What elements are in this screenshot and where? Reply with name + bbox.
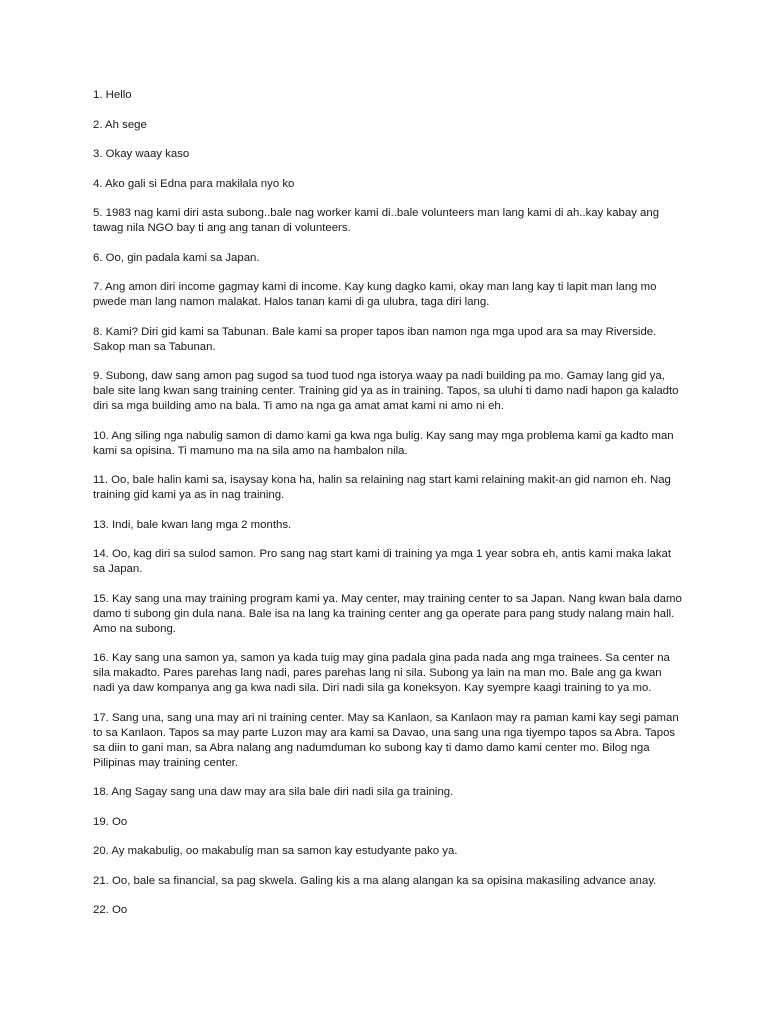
paragraph-21: 21. Oo, bale sa financial, sa pag skwela. Galing kis a ma alang alangan ka sa opisina makasiling advance anay.: [93, 874, 657, 887]
paragraph-15: 15. Kay sang una may training program kami ya. May center, may training center to sa Japan. Nang kwan bala damo damo ti subong gin dula nana. Bale isa na lang ka training center ang ga operate para pang study nalang main hall. Amo na subong.: [93, 592, 682, 635]
paragraph-3: 3. Okay waay kaso: [93, 148, 190, 160]
paragraph-17: 17. Sang una, sang una may ari ni training center. May sa Kanlaon, sa Kanlaon may ra paman kami kay segi paman to sa Kanlaon. Tapos sa may parte Luzon may ara kami sa Davao, una sang una nga tiyempo tapos sa Abra. Tapos sa diin to gani man, sa Abra nalang ang nadumduman ko subong kay ti damo damo kami center mo. Bilog nga Pilipinas may training center.: [93, 711, 679, 769]
paragraph-6: 6. Oo, gin padala kami sa Japan.: [93, 251, 260, 264]
paragraph-18: 18. Ang Sagay sang una daw may ara sila bale diri nadi sila ga training.: [93, 786, 454, 798]
paragraph-16: 16. Kay sang una samon ya, samon ya kada tuig may gina padala gina pada nada ang mga trainees. Sa center na sila makadto. Pares parehas lang nadi, pares parehas lang ni sila. Subong ya lain na man mo. Bale ang ga kwan nadi ya daw kompanya ang ga kwa nadi sila. Diri nadi sila ga koneksyon. Kay syempre kaagi training to ya mo.: [93, 652, 670, 694]
paragraph-1: 1. Hello: [93, 89, 132, 101]
paragraph-13: 13. Indi, bale kwan lang mga 2 months.: [93, 518, 292, 531]
paragraph-10: 10. Ang siling nga nabulig samon di damo kami ga kwa nga bulig. Kay sang may mga problema kami ga kadto man kami sa opisina. Ti mamuno ma na sila amo na hambalon nila.: [93, 429, 674, 457]
paragraph-4: 4. Ako gali si Edna para makilala nyo ko: [93, 177, 295, 190]
transcript-body: [93, 88, 683, 933]
paragraph-19: 19. Oo: [93, 815, 128, 828]
paragraph-11: 11. Oo, bale halin kami sa, isaysay kona ha, halin sa relaining nag start kami relaining makit-an gid namon eh. Nag training gid kami ya as in nag training.: [93, 474, 671, 501]
paragraph-5: 5. 1983 nag kami diri asta subong..bale nag worker kami di..bale volunteers man lang kami di ah..kay kabay ang tawag nila NGO bay ti ang ang tanan di volunteers.: [93, 207, 660, 234]
paragraph-9: 9. Subong, daw sang amon pag sugod sa tuod tuod nga istorya waay pa nadi building pa mo. Gamay lang gid ya, bale site lang kwan sang training center. Training gid ya as in training. Tapos, sa uluhi ti damo nadi hapon ga kaladto diri sa mga building amo na bala. Ti amo na nga ga amat amat kami ni amo ni eh.: [93, 370, 679, 412]
paragraph-22: 22. Oo: [93, 904, 128, 916]
paragraph-2: 2. Ah sege: [93, 118, 147, 131]
paragraph-8: 8. Kami? Diri gid kami sa Tabunan. Bale kami sa proper tapos iban namon nga mga upod ara sa may Riverside. Sakop man sa Tabunan.: [93, 325, 657, 353]
paragraph-20: 20. Ay makabulig, oo makabulig man sa samon kay estudyante pako ya.: [93, 845, 458, 857]
paragraph-14: 14. Oo, kag diri sa sulod samon. Pro sang nag start kami di training ya mga 1 year sobra eh, antis kami maka lakat sa Japan.: [93, 548, 672, 575]
paragraph-7: 7. Ang amon diri income gagmay kami di income. Kay kung dagko kami, okay man lang kay ti lapit man lang mo pwede man lang namon malakat. Halos tanan kami di ga ulubra, taga diri lang.: [93, 281, 657, 308]
